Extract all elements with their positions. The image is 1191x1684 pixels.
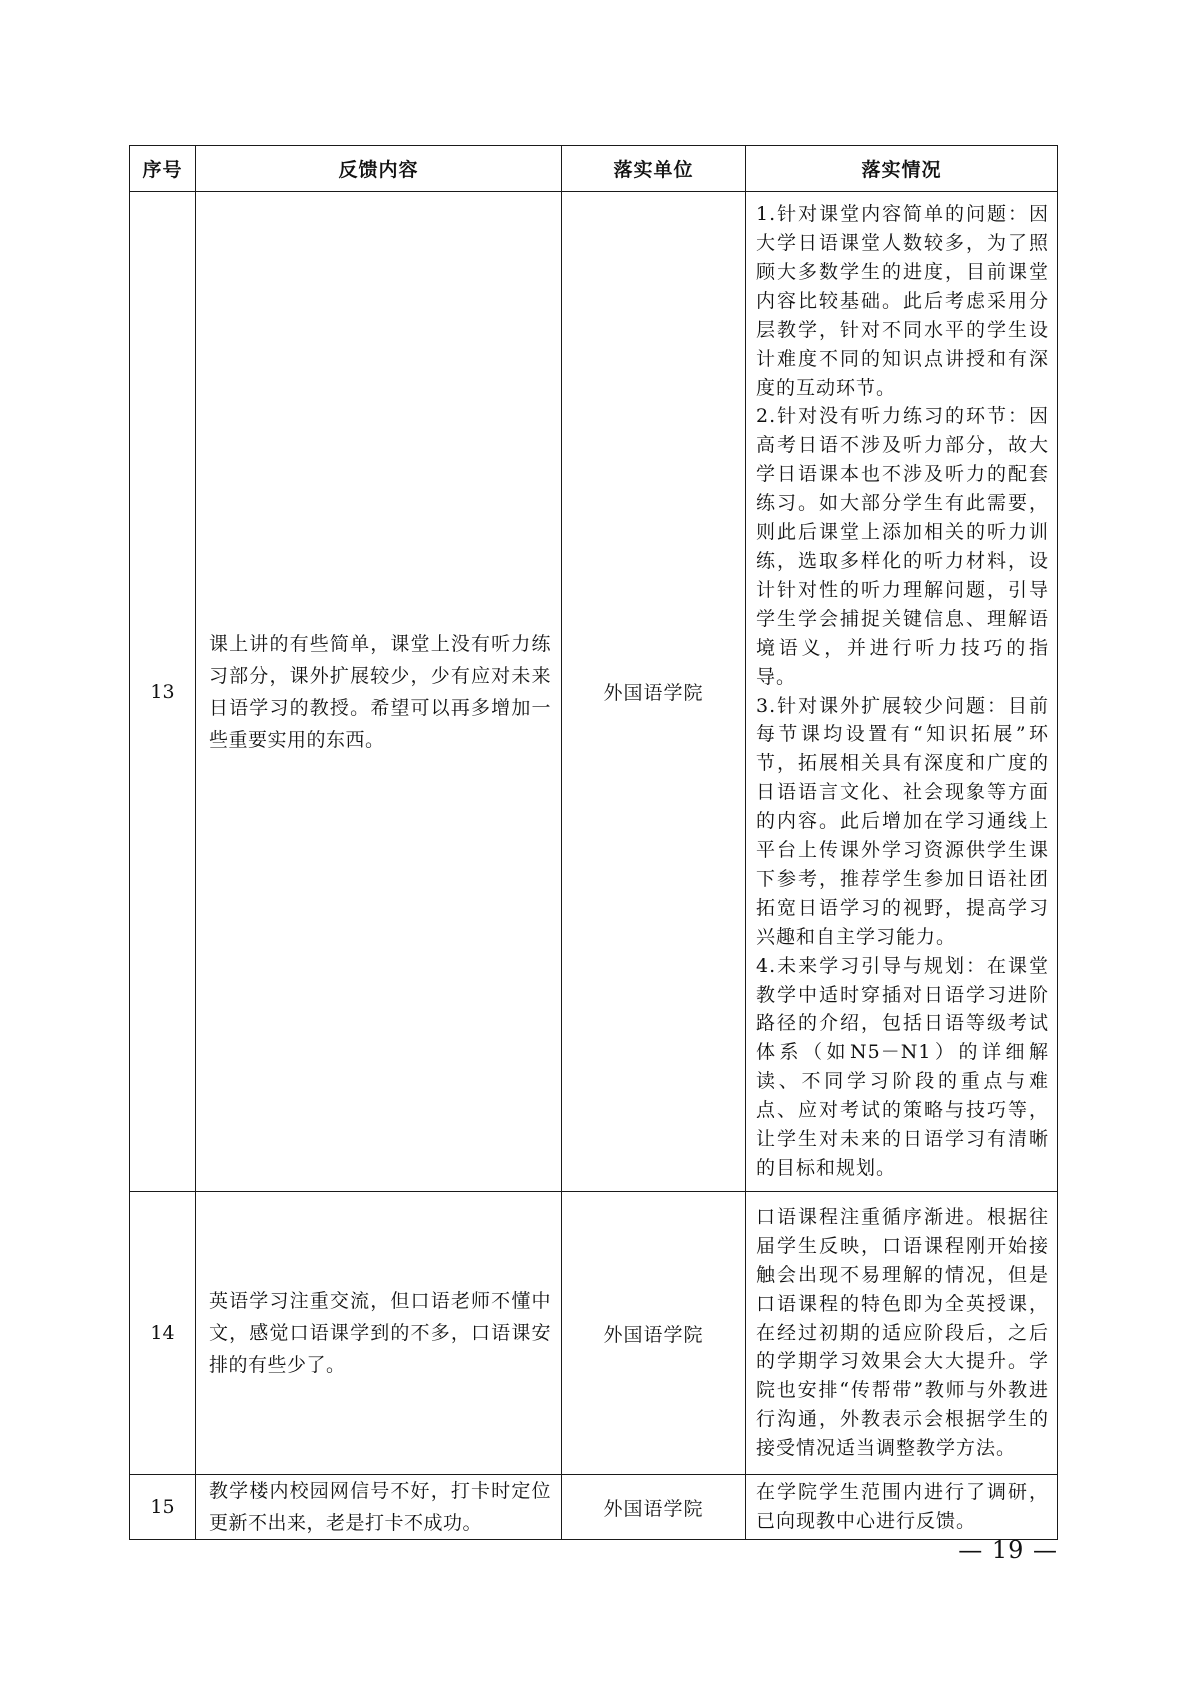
header-unit: 落实单位 (562, 146, 746, 192)
feedback-table (129, 145, 1058, 1540)
implementation-status (746, 1192, 1058, 1475)
status-paragraph: 2.针对没有听力练习的环节：因高考日语不涉及听力部分，故大学日语课本也不涉及听力的配套练习。如大部分学生有此需要，则此后课堂上添加相关的听力训练，选取多样化的听力材料，设计针对性的听力理解问题，引导学生学会捕捉关键信息、理解语境语义，并进行听力技巧的指导。 (756, 405, 1049, 688)
status-paragraph: 3.针对课外扩展较少问题：目前每节课均设置有“知识拓展”环节，拓展相关具有深度和广度的日语语言文化、社会现象等方面的内容。此后增加在学习通线上平台上传课外学习资源供学生课下参考，推荐学生参加日语社团拓宽日语学习的视野，提高学习兴趣和自主学习能力。 (756, 694, 1049, 948)
page-number: — 19 — (958, 1536, 1058, 1564)
status-paragraph: 口语课程注重循序渐进。根据往届学生反映，口语课程刚开始接触会出现不易理解的情况，但是口语课程的特色即为全英授课，在经过初期的适应阶段后，之后的学期学习效果会大大提升。学院也安排“传帮带”教师与外教进行沟通，外教表示会根据学生的接受情况适当调整教学方法。 (756, 1205, 1049, 1460)
implementation-status (746, 1475, 1058, 1540)
feedback-content: 教学楼内校园网信号不好，打卡时定位更新不出来，老是打卡不成功。 (196, 1475, 562, 1540)
table-header-row (130, 146, 1058, 192)
row-number: 15 (130, 1475, 196, 1540)
status-paragraph: 在学院学生范围内进行了调研，已向现教中心进行反馈。 (756, 1481, 1049, 1532)
table-row (130, 192, 1058, 1192)
implementation-status (746, 192, 1058, 1192)
table-row (130, 1192, 1058, 1475)
header-num: 序号 (130, 146, 196, 192)
status-paragraph: 4.未来学习引导与规划：在课堂教学中适时穿插对日语学习进阶路径的介绍，包括日语等级考试体系（如N5－N1）的详细解读、不同学习阶段的重点与难点、应对考试的策略与技巧等，让学生对未来的日语学习有清晰的目标和规划。 (756, 954, 1049, 1179)
feedback-content: 英语学习注重交流，但口语老师不懂中文，感觉口语课学到的不多，口语课安排的有些少了。 (196, 1192, 562, 1475)
feedback-content: 课上讲的有些简单，课堂上没有听力练习部分，课外扩展较少，少有应对未来日语学习的教授。希望可以再多增加一些重要实用的东西。 (196, 192, 562, 1192)
responsible-unit: 外国语学院 (562, 1192, 746, 1475)
row-number: 13 (130, 192, 196, 1192)
header-feedback: 反馈内容 (196, 146, 562, 192)
row-number: 14 (130, 1192, 196, 1475)
header-status: 落实情况 (746, 146, 1058, 192)
responsible-unit: 外国语学院 (562, 192, 746, 1192)
responsible-unit: 外国语学院 (562, 1475, 746, 1540)
status-paragraph: 1.针对课堂内容简单的问题：因大学日语课堂人数较多，为了照顾大多数学生的进度，目前课堂内容比较基础。此后考虑采用分层教学，针对不同水平的学生设计难度不同的知识点讲授和有深度的互动环节。 (756, 203, 1049, 399)
table-row (130, 1475, 1058, 1540)
